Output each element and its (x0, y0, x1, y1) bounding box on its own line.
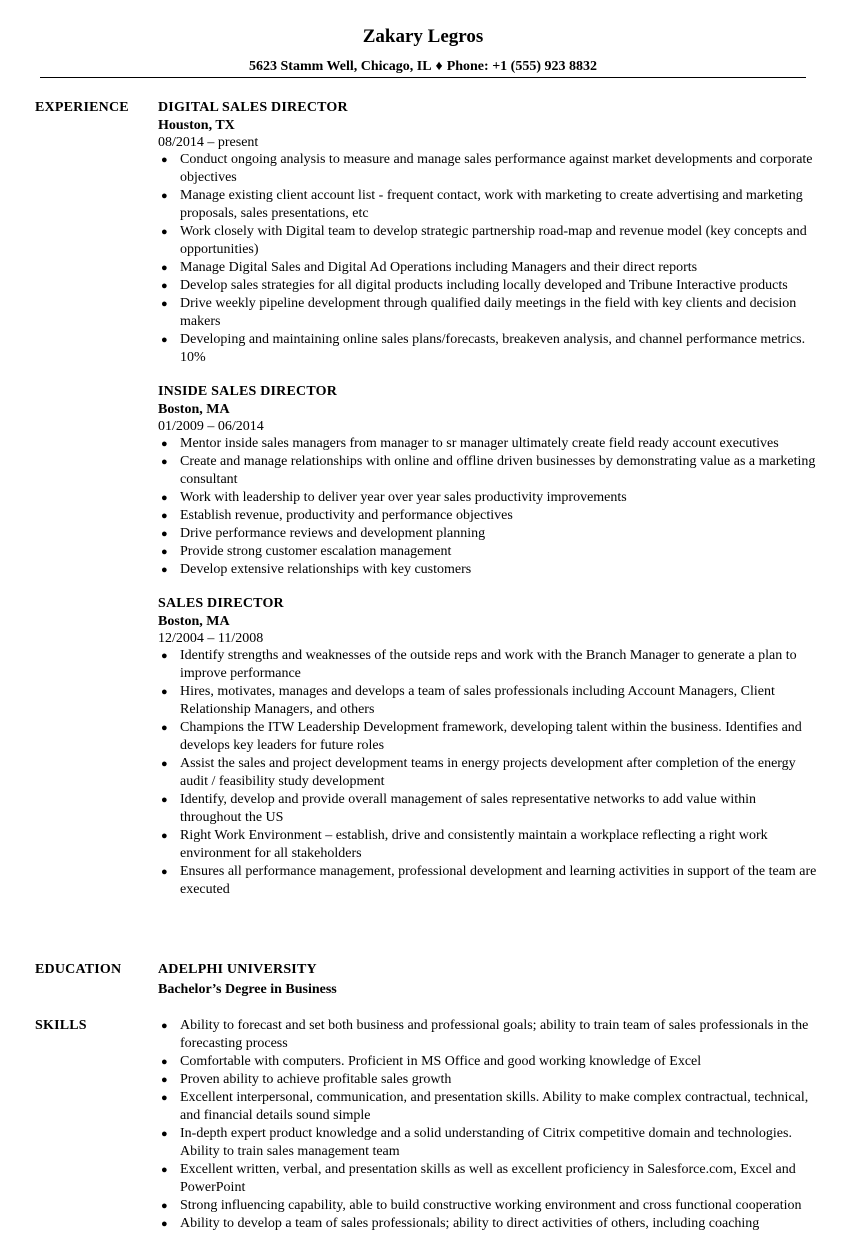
experience-heading: EXPERIENCE (35, 100, 129, 115)
bullet-icon: ● (161, 154, 168, 166)
list-item: ● Identify strengths and weaknesses of the outside reps and work with the Branch Manager to generate a plan to improve performance (161, 648, 797, 681)
bullet-icon: ● (161, 1218, 168, 1230)
list-item: ● Comfortable with computers. Proficient in MS Office and good working knowledge of Excel (161, 1054, 702, 1069)
job-location: Houston, TX (158, 118, 235, 133)
list-item: ● Strong influencing capability, able to build constructive working environment and cross functional cooperation (161, 1198, 802, 1213)
bullet-icon: ● (161, 1074, 168, 1086)
bullet-icon: ● (161, 866, 168, 878)
bullet-icon: ● (161, 830, 168, 842)
contact-line (0, 58, 846, 76)
bullet-icon: ● (161, 262, 168, 274)
bullet-icon: ● (161, 1164, 168, 1176)
bullet-icon: ● (161, 722, 168, 734)
bullet-icon: ● (161, 510, 168, 522)
list-item: ● Provide strong customer escalation management (161, 544, 452, 559)
skills-heading: SKILLS (35, 1018, 87, 1033)
candidate-name: Zakary Legros (362, 26, 484, 47)
education-body (158, 961, 818, 999)
experience-body (158, 99, 818, 899)
list-item: ● Champions the ITW Leadership Development framework, developing talent within the business. Identifies and develops key leaders for future roles (161, 720, 802, 753)
bullet-icon: ● (161, 438, 168, 450)
bullet-icon: ● (161, 1200, 168, 1212)
list-item: ● Hires, motivates, manages and develops a team of sales professionals including Account Managers, Client Relationship Managers, and others (161, 684, 775, 717)
bullet-icon: ● (161, 1020, 168, 1032)
job-title: DIGITAL SALES DIRECTOR (158, 100, 348, 115)
list-item: ● Identify, develop and provide overall management of sales representative networks to add value within throughout the US (161, 792, 757, 825)
job-entry (158, 383, 818, 579)
list-item: ● Proven ability to achieve profitable sales growth (161, 1072, 452, 1087)
job-bullets (158, 647, 818, 899)
list-item: ● Work closely with Digital team to develop strategic partnership road-map and revenue model (key concepts and opportunities) (161, 224, 807, 257)
job-entry (158, 99, 818, 367)
list-item: ● Manage Digital Sales and Digital Ad Operations including Managers and their direct reports (161, 260, 698, 275)
list-item: ● Drive performance reviews and development planning (161, 526, 486, 541)
skills-bullets (158, 1017, 818, 1233)
bullet-icon: ● (161, 1092, 168, 1104)
list-item: ● Ensures all performance management, professional development and learning activities in support of the team are executed (161, 864, 817, 897)
job-location: Boston, MA (158, 402, 230, 417)
job-bullets (158, 151, 818, 367)
job-entry (158, 595, 818, 899)
job-title: SALES DIRECTOR (158, 596, 284, 611)
phone: Phone: +1 (555) 923 8832 (446, 59, 597, 74)
list-item: ● Work with leadership to deliver year over year sales productivity improvements (161, 490, 627, 505)
bullet-icon: ● (161, 298, 168, 310)
list-item: ● Develop extensive relationships with key customers (161, 562, 472, 577)
bullet-icon: ● (161, 456, 168, 468)
list-item: ● Assist the sales and project development teams in energy projects development after completion of the energy audit / feasibility study development (161, 756, 796, 789)
bullet-icon: ● (161, 650, 168, 662)
bullet-icon: ● (161, 226, 168, 238)
job-bullets (158, 435, 818, 579)
list-item: ● Mentor inside sales managers from manager to sr manager ultimately create field ready account executives (161, 436, 779, 451)
bullet-icon: ● (161, 280, 168, 292)
school-name: ADELPHI UNIVERSITY (158, 962, 317, 977)
list-item: ● Right Work Environment – establish, drive and consistently maintain a workplace reflecting a right work environment for all stakeholders (161, 828, 768, 861)
list-item: ● Excellent written, verbal, and presentation skills as well as excellent proficiency in Salesforce.com, Excel and PowerPoint (161, 1162, 796, 1195)
bullet-icon: ● (161, 190, 168, 202)
list-item: ● Manage existing client account list - frequent contact, work with marketing to create advertising and marketing proposals, sales presentations, etc (161, 188, 803, 221)
list-item: ● Create and manage relationships with online and offline driven businesses by demonstrating value as a marketing consultant (161, 454, 816, 487)
bullet-icon: ● (161, 492, 168, 504)
bullet-icon: ● (161, 686, 168, 698)
list-item: ● Establish revenue, productivity and performance objectives (161, 508, 513, 523)
address: 5623 Stamm Well, Chicago, IL (249, 59, 432, 74)
job-dates: 01/2009 – 06/2014 (158, 419, 264, 434)
bullet-icon: ● (161, 528, 168, 540)
list-item: ● Drive weekly pipeline development through qualified daily meetings in the field with key clients and decision makers (161, 296, 797, 329)
list-item: ● Develop sales strategies for all digital products including locally developed and Tribune Interactive products (161, 278, 788, 293)
bullet-icon: ● (161, 334, 168, 346)
bullet-icon: ● (161, 1128, 168, 1140)
list-item: ● Excellent interpersonal, communication, and presentation skills. Ability to make complex contractual, technical, and financial details sound simple (161, 1090, 809, 1123)
list-item: ● Conduct ongoing analysis to measure and manage sales performance against market developments and corporate objectives (161, 152, 813, 185)
job-location: Boston, MA (158, 614, 230, 629)
education-heading: EDUCATION (35, 962, 122, 977)
list-item: ● Ability to develop a team of sales professionals; ability to direct activities of others, including coaching (161, 1216, 760, 1231)
diamond-separator-icon: ♦ (435, 59, 443, 74)
list-item: ● In-depth expert product knowledge and a solid understanding of Citrix competitive domain and technologies. Ability to train sales management team (161, 1126, 792, 1159)
bullet-icon: ● (161, 794, 168, 806)
skills-body (158, 1017, 818, 1233)
bullet-icon: ● (161, 546, 168, 558)
bullet-icon: ● (161, 758, 168, 770)
degree: Bachelor’s Degree in Business (158, 982, 337, 997)
bullet-icon: ● (161, 1056, 168, 1068)
job-dates: 08/2014 – present (158, 135, 259, 150)
list-item: ● Developing and maintaining online sales plans/forecasts, breakeven analysis, and channel performance metrics. 10% (161, 332, 806, 365)
bullet-icon: ● (161, 564, 168, 576)
job-dates: 12/2004 – 11/2008 (158, 631, 264, 646)
header-divider (40, 77, 806, 78)
job-title: INSIDE SALES DIRECTOR (158, 384, 338, 399)
list-item: ● Ability to forecast and set both business and professional goals; ability to train team of sales professionals in the forecasting process (161, 1018, 809, 1051)
